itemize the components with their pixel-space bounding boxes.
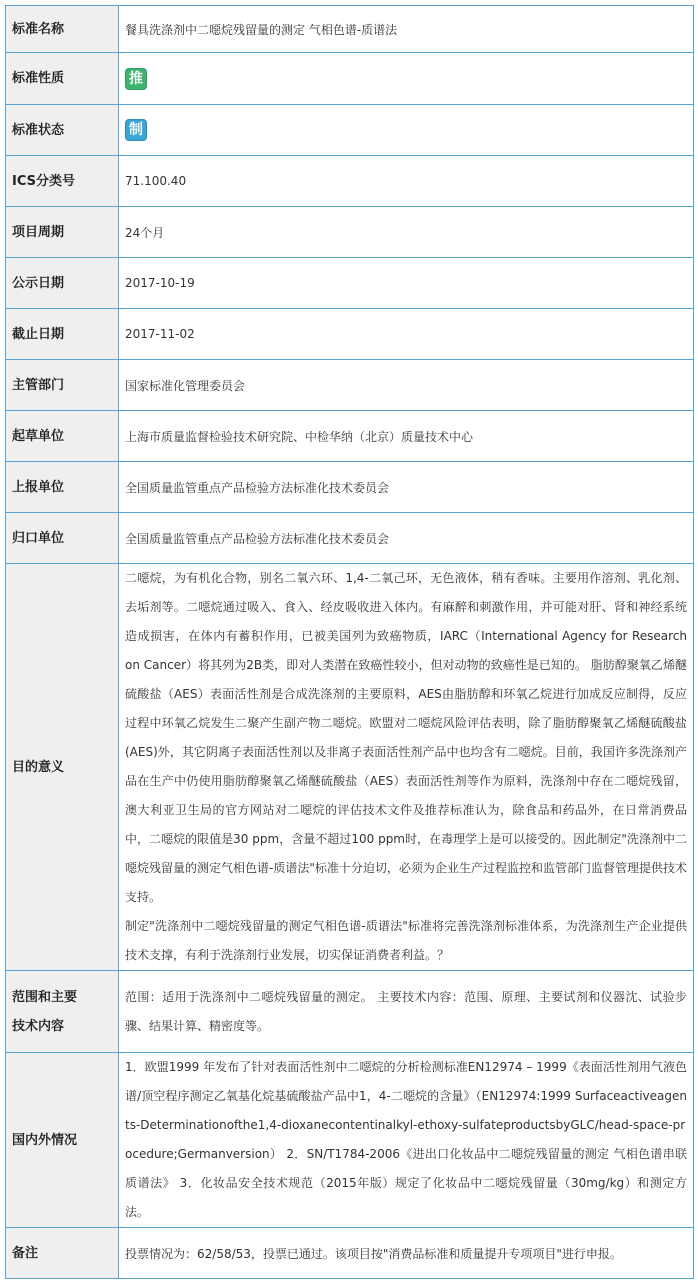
row-standard-name [6, 6, 694, 53]
label-purpose: 目的意义 [6, 564, 119, 971]
label-standard-nature: 标准性质 [6, 53, 119, 105]
label-scope-line1: 范围和主要 [12, 989, 78, 1005]
purpose-paragraph-1: 二噁烷，为有机化合物，别名二氧六环、1,4-二氧己环，无色液体，稍有香味。主要用作溶剂、乳化剂、去垢剂等。二噁烷通过吸入、食入、经皮吸收进入体内。有麻醉和刺激作用，并可能对肝、肾和神经系统造成损害，在体内有蓄积作用，已被美国列为致癌物质，IARC（International Agency for Research on Cancer）将其列为2B类，即对人类潜在致癌性较小，但对动物的致癌性是已知的。 脂肪醇聚氧乙烯醚硫酸盐（AES）表面活性剂是合成洗涤剂的主要原料，AES由脂肪醇和环氧乙烷进行加成反应制得，反应过程中环氧乙烷发生二聚产生副产物二噁烷。欧盟对二噁烷风险评估表明，除了脂肪醇聚氧乙烯醚硫酸盐(AES)外，其它阴离子表面活性剂以及非离子表面活性剂产品中也均含有二噁烷。目前，我国许多洗涤剂产品在生产中仍使用脂肪醇聚氧乙烯醚硫酸盐（AES）表面活性剂等作为原料，洗涤剂中存在二噁烷残留，澳大利亚卫生局的官方网站对二噁烷的评估技术文件及推荐标准认为，除食品和药品外，在日常消费品中，二噁烷的限值是30 ppm，含量不超过100 ppm时，在毒理学上是可以接受的。因此制定"洗涤剂中二噁烷残留量的测定气相色谱-质谱法"标准十分迫切，必须为企业生产过程监控和监管部门监督管理提供技术支持。 [125, 571, 687, 904]
value-project-period: 24个月 [119, 207, 694, 258]
row-owner [6, 513, 694, 564]
value-department: 国家标准化管理委员会 [119, 360, 694, 411]
value-standard-status [119, 105, 694, 156]
drafting-badge-icon: 制 [125, 119, 147, 141]
value-standard-nature [119, 53, 694, 105]
row-project-period [6, 207, 694, 258]
label-standard-name: 标准名称 [6, 6, 119, 53]
row-remark [6, 1228, 694, 1279]
label-owner: 归口单位 [6, 513, 119, 564]
value-end-date: 2017-11-02 [119, 309, 694, 360]
label-standard-status: 标准状态 [6, 105, 119, 156]
standard-info-panel [5, 5, 694, 1279]
value-scope [119, 971, 694, 1053]
row-publish-date [6, 258, 694, 309]
label-department: 主管部门 [6, 360, 119, 411]
intl-situation-text: 1．欧盟1999 年发布了针对表面活性剂中二噁烷的分析检测标准EN12974 – 1999《表面活性剂用气液色谱/顶空程序测定乙氧基化烷基硫酸盐产品中1，4-二噁烷的含量》（EN12974:1999 Surfaceactiveagents-Determinationofthe1,4-dioxanecontentinalkyl-ethoxy-sulfateproductsbyGLC/head-space-procedure;Germanversion） 2．SN/T1784-2006《进出口化妆品中二噁烷残留量的测定 气相色谱串联质谱法》 3．化妆品安全技术规范（2015年版）规定了化妆品中二噁烷残留量（30mg/kg）和测定方法。 [125, 1060, 687, 1219]
row-drafter [6, 411, 694, 462]
standard-info-table [5, 5, 694, 1279]
row-end-date [6, 309, 694, 360]
row-ics [6, 156, 694, 207]
row-department [6, 360, 694, 411]
label-submitter: 上报单位 [6, 462, 119, 513]
value-submitter: 全国质量监管重点产品检验方法标准化技术委员会 [119, 462, 694, 513]
value-ics: 71.100.40 [119, 156, 694, 207]
label-publish-date: 公示日期 [6, 258, 119, 309]
value-publish-date: 2017-10-19 [119, 258, 694, 309]
label-project-period: 项目周期 [6, 207, 119, 258]
label-remark: 备注 [6, 1228, 119, 1279]
label-end-date: 截止日期 [6, 309, 119, 360]
value-intl-situation [119, 1053, 694, 1228]
row-purpose [6, 564, 694, 971]
purpose-paragraph-2: 制定"洗涤剂中二噁烷残留量的测定气相色谱-质谱法"标准将完善洗涤剂标准体系，为洗涤剂生产企业提供技术支撑，有利于洗涤剂行业发展，切实保证消费者利益。？ [125, 919, 687, 962]
recommended-badge-icon: 推 [125, 68, 147, 90]
row-intl-situation [6, 1053, 694, 1228]
scope-text: 范围：适用于洗涤剂中二噁烷残留量的测定。 主要技术内容：范围、原理、主要试剂和仪器沈、试验步骤、结果计算、精密度等。 [125, 989, 687, 1033]
value-standard-name: 餐具洗涤剂中二噁烷残留量的测定 气相色谱-质谱法 [119, 6, 694, 53]
row-standard-nature [6, 53, 694, 105]
label-ics: ICS分类号 [6, 156, 119, 207]
label-scope-line2: 技术内容 [12, 1018, 65, 1034]
value-drafter: 上海市质量监督检验技术研究院、中检华纳（北京）质量技术中心 [119, 411, 694, 462]
value-remark: 投票情况为：62/58/53，投票已通过。该项目按"消费品标准和质量提升专项项目"进行申报。 [119, 1228, 694, 1279]
row-scope [6, 971, 694, 1053]
label-drafter: 起草单位 [6, 411, 119, 462]
row-standard-status [6, 105, 694, 156]
value-owner: 全国质量监管重点产品检验方法标准化技术委员会 [119, 513, 694, 564]
value-purpose [119, 564, 694, 971]
row-submitter [6, 462, 694, 513]
label-intl-situation: 国内外情况 [6, 1053, 119, 1228]
label-scope [6, 971, 119, 1053]
